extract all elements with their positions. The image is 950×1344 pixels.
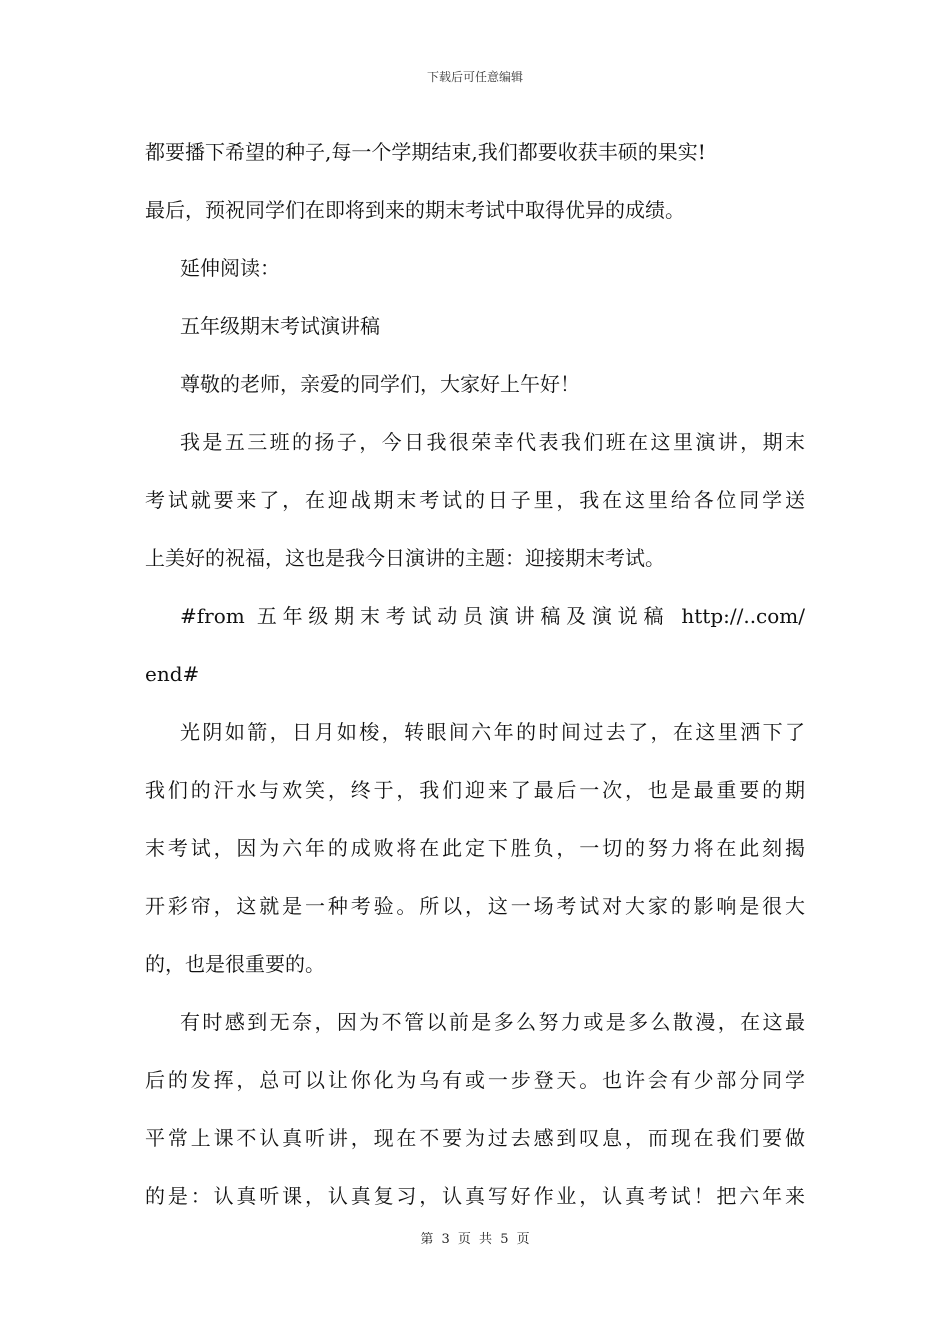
- text-line: 最后，预祝同学们在即将到来的期末考试中取得优异的成绩。: [145, 198, 685, 222]
- text-line: 都要播下希望的种子,每一个学期结束,我们都要收获丰硕的果实!: [145, 140, 706, 164]
- text-line: 开彩帘，这就是一种考验。所以，这一场考试对大家的影响是很大: [145, 894, 805, 918]
- text-line: 上美好的祝福，这也是我今日演讲的主题：迎接期末考试。: [145, 546, 665, 570]
- document-body: [145, 132, 805, 1234]
- text-line: 平常上课不认真听讲，现在不要为过去感到叹息，而现在我们要做: [145, 1126, 805, 1150]
- text-line: 延伸阅读：: [180, 256, 280, 280]
- page-footer: 第 3 页 共 5 页: [420, 1232, 530, 1247]
- text-line: 我们的汗水与欢笑，终于，我们迎来了最后一次，也是最重要的期: [145, 778, 805, 802]
- text-line: #from 五年级期末考试动员演讲稿及演说稿 http://..com/: [180, 604, 805, 628]
- text-line: end#: [145, 662, 200, 686]
- text-line: 后的发挥，总可以让你化为乌有或一步登天。也许会有少部分同学: [145, 1068, 805, 1092]
- text-line: 我是五三班的扬子，今日我很荣幸代表我们班在这里演讲，期末: [180, 430, 805, 454]
- text-line: 光阴如箭，日月如梭，转眼间六年的时间过去了，在这里洒下了: [180, 720, 805, 744]
- text-line: 的，也是很重要的。: [145, 952, 325, 976]
- text-line: 末考试，因为六年的成败将在此定下胜负，一切的努力将在此刻揭: [145, 836, 805, 860]
- text-line: 五年级期末考试演讲稿: [180, 314, 380, 338]
- text-line: 考试就要来了，在迎战期末考试的日子里，我在这里给各位同学送: [145, 488, 805, 512]
- text-line: 有时感到无奈，因为不管以前是多么努力或是多么散漫，在这最: [180, 1010, 805, 1034]
- text-line: 尊敬的老师，亲爱的同学们，大家好上午好！: [180, 372, 580, 396]
- text-line: 的是：认真听课，认真复习，认真写好作业，认真考试！把六年来: [145, 1184, 805, 1208]
- page-header: 下载后可任意编辑: [426, 70, 523, 84]
